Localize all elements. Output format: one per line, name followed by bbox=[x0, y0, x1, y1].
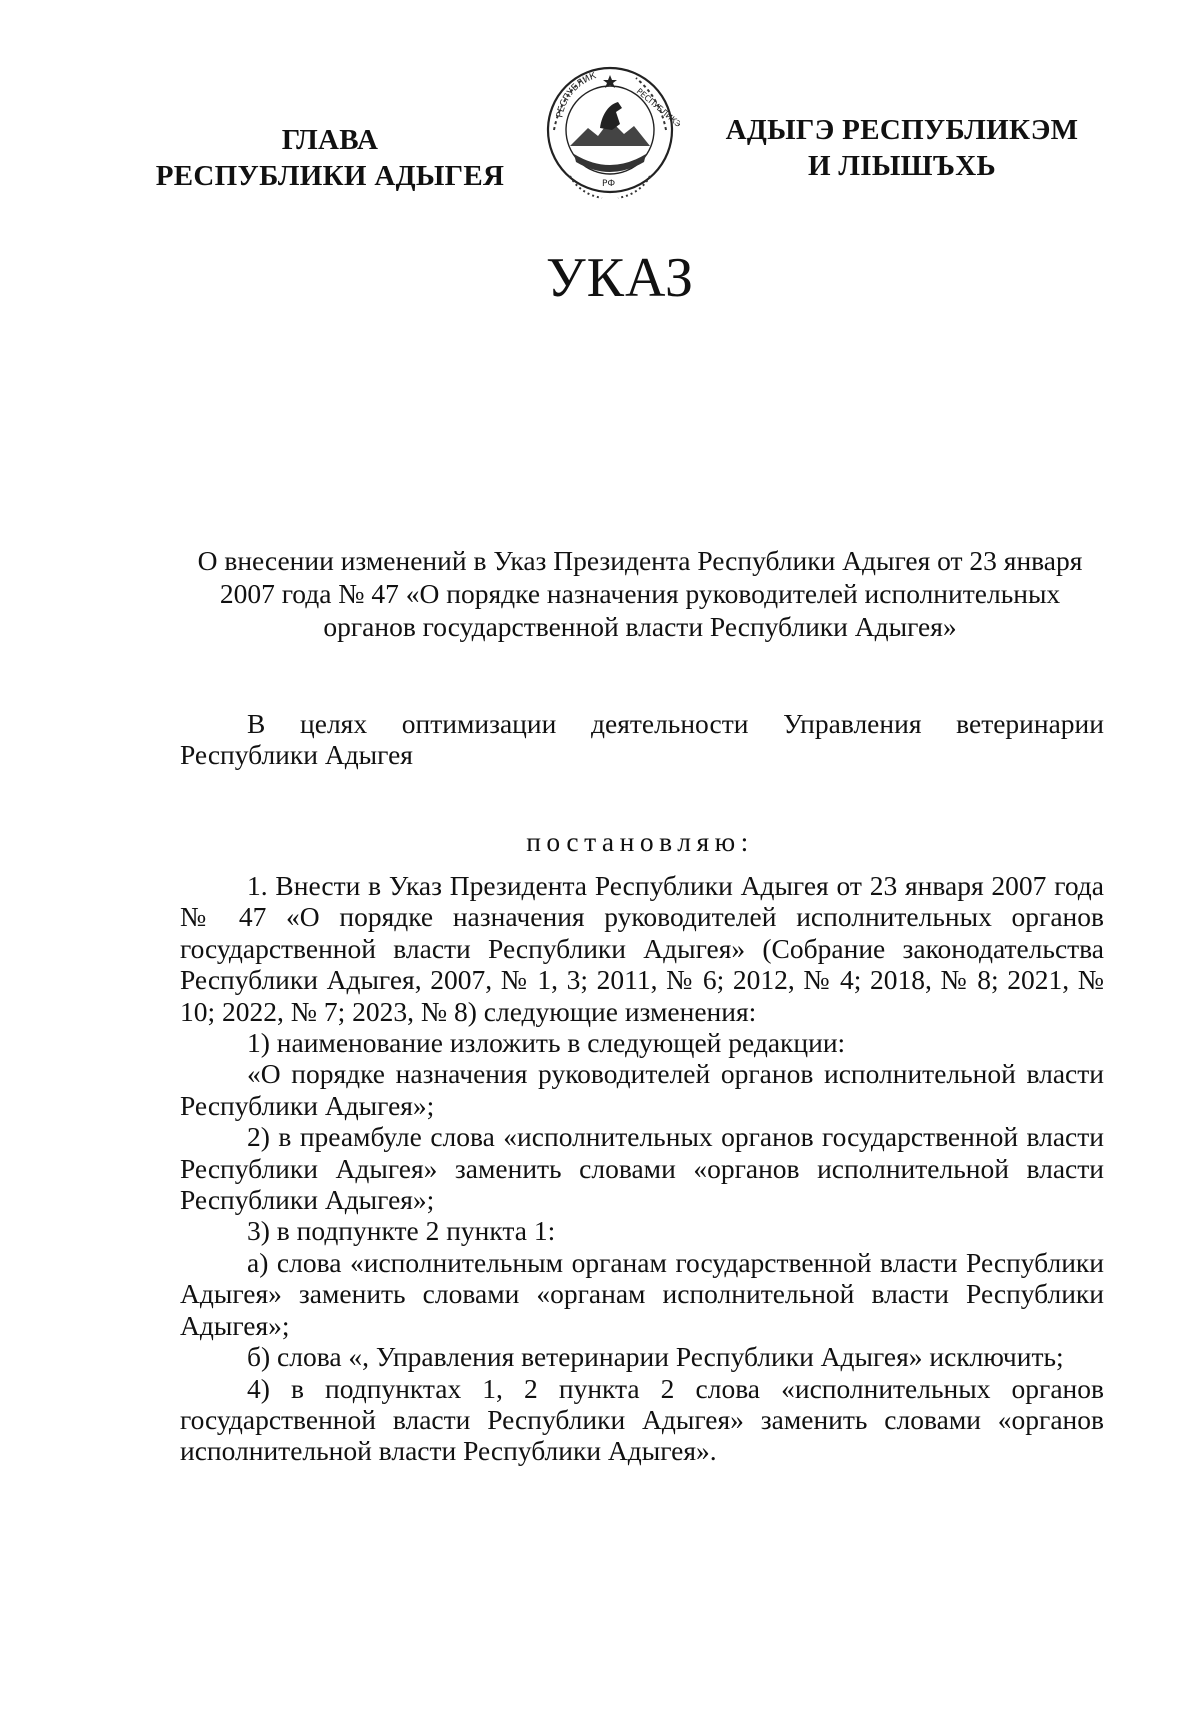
subject-line-3: органов государственной власти Республики Адыгея» bbox=[323, 611, 957, 642]
clause-1-subitem-3: 3) в подпункте 2 пункта 1: bbox=[247, 1215, 556, 1247]
clause-1: 1. Внести в Указ Президента Республики Адыгея от 23 января 2007 года № 47 «О порядке назначения руководителей исполнительных органов государственной власти Республики Адыгея» (Собрание законодательства Республики Адыгея, 2007, № 1, 3; 2011, № 6; 2012, № 4; 2018, № 8; 2021, № 10; 2022, № 7; 2023, № 8) следующие изменения: bbox=[180, 870, 1104, 1027]
preamble bbox=[180, 708, 1104, 771]
emblem-rider-icon bbox=[600, 102, 622, 130]
decree-subject bbox=[180, 544, 1100, 643]
adygea-coat-of-arms-icon bbox=[540, 58, 680, 203]
subject-line-2: 2007 года № 47 «О порядке назначения руководителей исполнительных bbox=[219, 578, 1061, 609]
emblem-svg bbox=[540, 58, 680, 203]
clause-1-subitem-4: 4) в подпунктах 1, 2 пункта 2 слова «исполнительных органов государственной власти Республики Адыгея» заменить словами «органов исполнительной власти Республики Адыгея». bbox=[180, 1372, 1104, 1467]
issuer-title-adyghe bbox=[722, 112, 1082, 184]
emblem-ring-text-bottom: РФ bbox=[602, 179, 616, 189]
clause-1-subitem-3b: б) слова «, Управления ветеринарии Республики Адыгея» исключить; bbox=[247, 1341, 1064, 1373]
issuer-line-2: РЕСПУБЛИКИ АДЫГЕЯ bbox=[155, 160, 505, 192]
emblem-ring-text-top: РЕСПУБЛИК bbox=[555, 71, 598, 119]
issuer-line-1: ГЛАВА bbox=[281, 124, 379, 156]
issuer-adyghe-line-1: АДЫГЭ РЕСПУБЛИКЭМ bbox=[725, 114, 1079, 146]
emblem-ribbon-icon bbox=[574, 154, 646, 172]
clause-1-subitem-3a: а) слова «исполнительным органам государственной власти Республики Адыгея» заменить словами «органам исполнительной власти Республики Адыгея»; bbox=[180, 1246, 1104, 1341]
issuer-adyghe-line-2: И ЛІЫШЪХЬ bbox=[807, 150, 997, 182]
emblem-ring-text-right: РЕСПУБЛИКЭ bbox=[634, 86, 680, 129]
preamble-paragraph: В целях оптимизации деятельности Управления ветеринарии Республики Адыгея bbox=[180, 708, 1104, 771]
clause-1-subitem-1: 1) наименование изложить в следующей редакции: bbox=[247, 1027, 846, 1059]
ruling-word: постановляю: bbox=[526, 826, 754, 857]
clause-1-subitem-2: 2) в преамбуле слова «исполнительных органов государственной власти Республики Адыгея» заменить словами «органов исполнительной власти Республики Адыгея»; bbox=[180, 1121, 1104, 1216]
issuer-title-russian bbox=[150, 122, 510, 194]
subject-line-1: О внесении изменений в Указ Президента Республики Адыгея от 23 января bbox=[197, 545, 1083, 576]
decree-title: УКАЗ bbox=[545, 247, 695, 309]
clause-1-subitem-1-text: «О порядке назначения руководителей органов исполнительной власти Республики Адыгея»; bbox=[180, 1058, 1104, 1121]
clauses-block bbox=[180, 870, 1104, 1467]
